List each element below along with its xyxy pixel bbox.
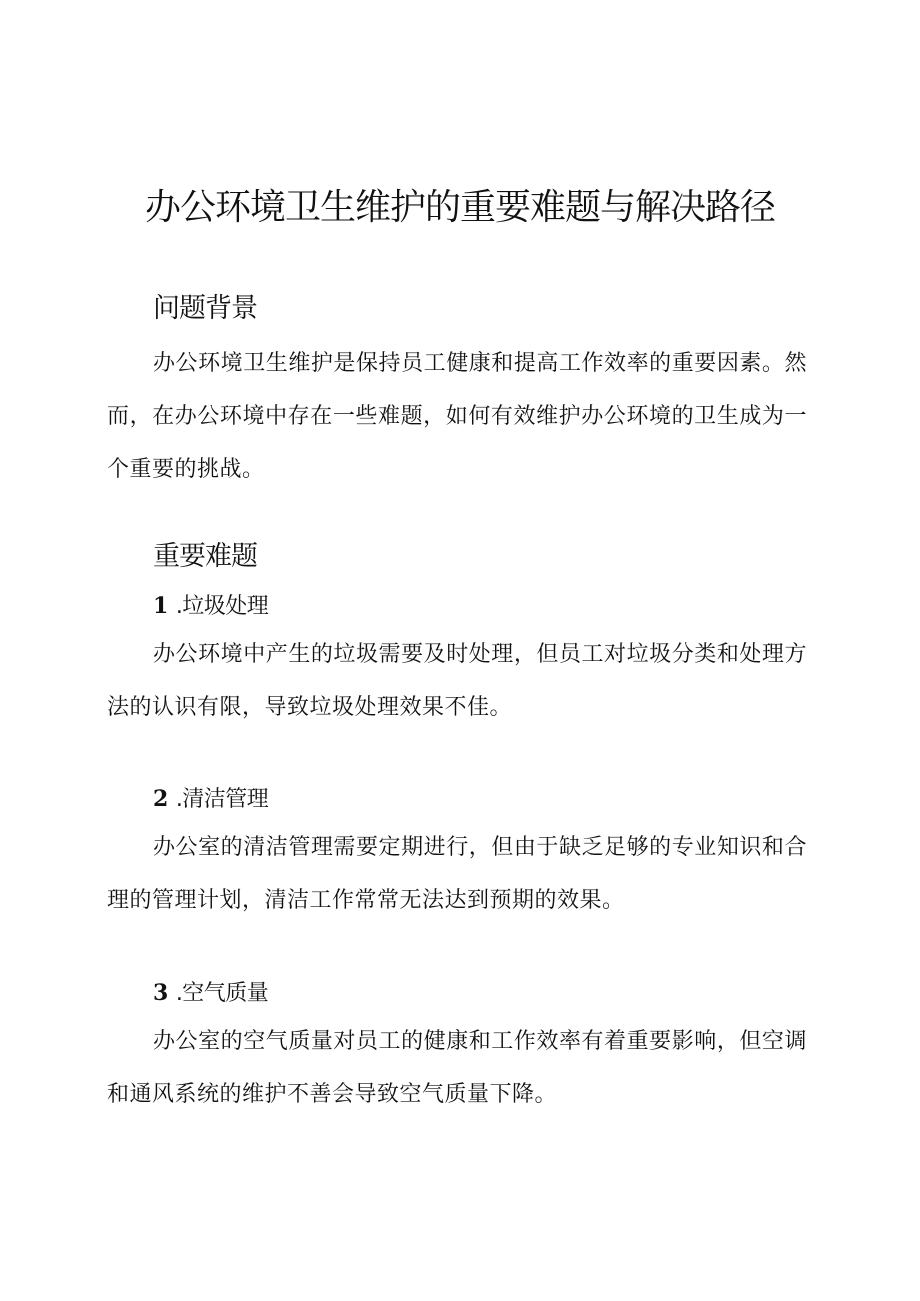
problem-paragraph-air: 办公室的空气质量对员工的健康和工作效率有着重要影响，但空调和通风系统的维护不善会导致空气质量下降。 [107, 1029, 807, 1107]
problem-paragraph-cleaning: 办公室的清洁管理需要定期进行，但由于缺乏足够的专业知识和合理的管理计划，清洁工作常常无法达到预期的效果。 [107, 835, 807, 913]
problem-number: 3 [153, 980, 168, 1006]
section-heading-background: 问题背景 [153, 293, 257, 324]
page-title: 办公环境卫生维护的重要难题与解决路径 [144, 187, 775, 228]
section-heading-problems: 重要难题 [153, 541, 257, 572]
problem-paragraph-waste: 办公环境中产生的垃圾需要及时处理，但员工对垃圾分类和处理方法的认识有限，导致垃圾处理效果不佳。 [107, 642, 807, 720]
problem-number: 2 [153, 786, 168, 812]
problem-heading-cleaning [153, 784, 268, 815]
problem-heading-air [153, 978, 268, 1009]
problem-title: .垃圾处理 [175, 594, 269, 619]
problem-title: .清洁管理 [175, 787, 269, 812]
problem-number: 1 [153, 593, 168, 619]
problem-heading-waste [153, 591, 268, 622]
problem-title: .空气质量 [175, 981, 269, 1006]
background-paragraph: 办公环境卫生维护是保持员工健康和提高工作效率的重要因素。然而，在办公环境中存在一些难题，如何有效维护办公环境的卫生成为一个重要的挑战。 [107, 351, 807, 482]
